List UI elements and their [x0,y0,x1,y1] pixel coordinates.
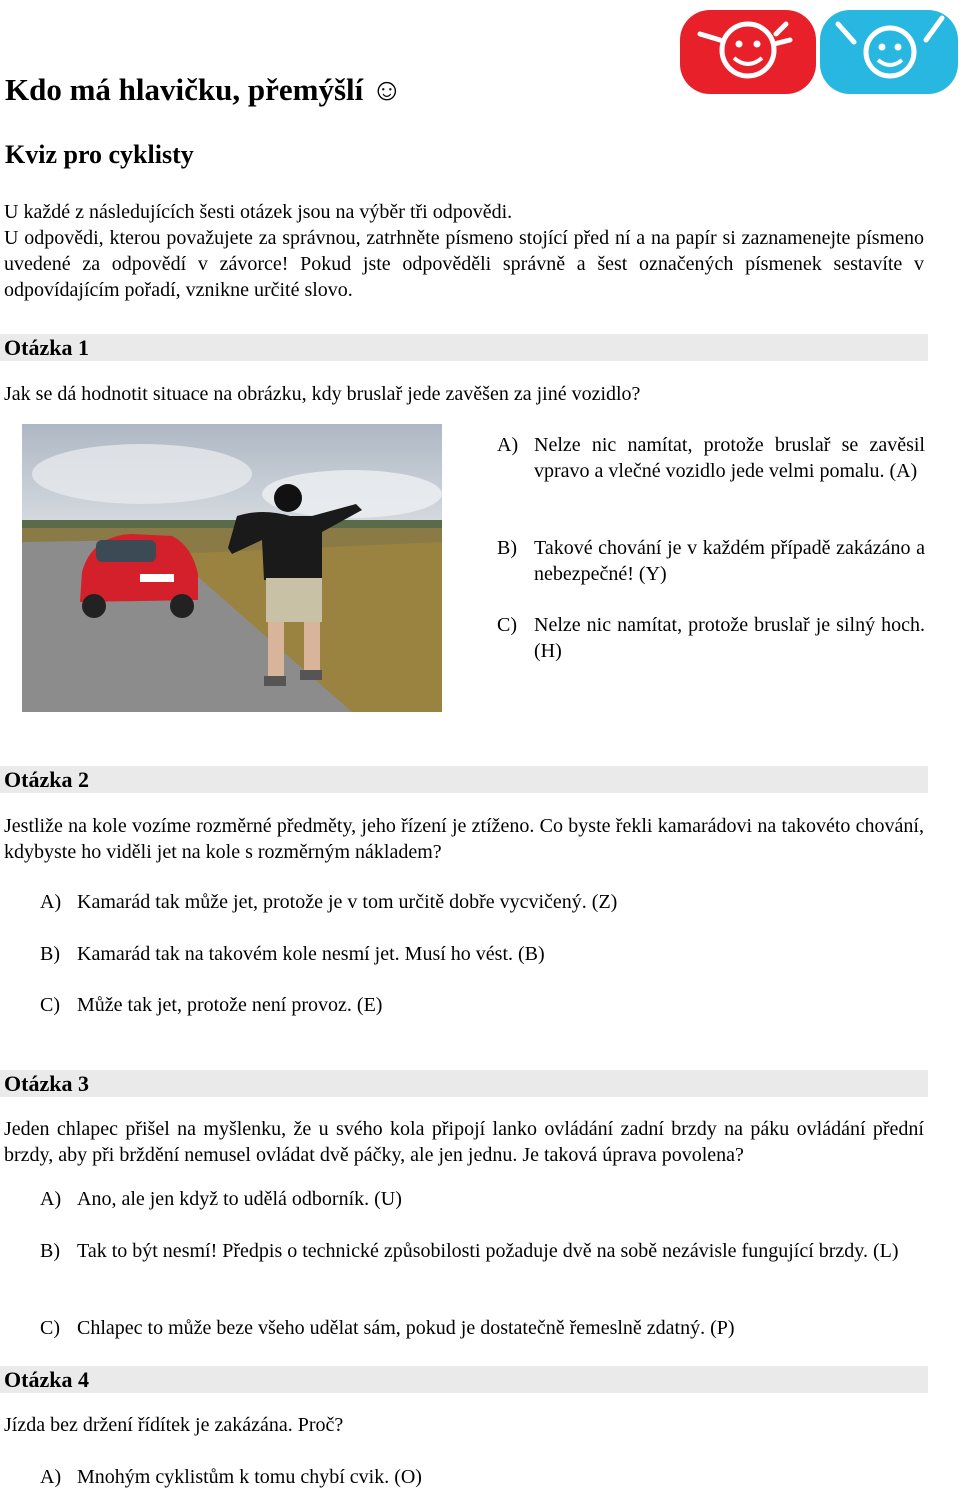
question-4-answer-a[interactable] [40,1464,925,1490]
question-1-answer-b[interactable] [497,535,925,587]
answer-text: Kamarád tak může jet, protože je v tom určitě dobře vycvičený. (Z) [77,891,618,913]
question-1-answer-c[interactable] [497,612,925,664]
question-2-answer-b[interactable] [40,941,925,967]
question-4-text: Jízda bez držení řídítek je zakázána. Proč? [4,1414,344,1436]
logo [678,4,960,96]
question-1-answer-a[interactable] [497,432,925,510]
answer-label: B) [40,943,60,965]
question-3-heading: Otázka 3 [0,1070,928,1097]
question-2-answer-c[interactable] [40,992,925,1018]
answer-label: A) [40,891,62,913]
answer-text: Kamarád tak na takovém kole nesmí jet. Musí ho vést. (B) [77,943,545,965]
answer-label: A) [497,434,519,456]
answer-text: Chlapec to může beze všeho udělat sám, pokud je dostatečně řemeslně zdatný. (P) [77,1317,735,1339]
question-1-text: Jak se dá hodnotit situace na obrázku, kdy bruslař jede zavěšen za jiné vozidlo? [4,383,641,405]
intro-line-2: U odpovědi, kterou považujete za správnou, zatrhněte písmeno stojící před ní a na papír si zaznamenejte písmeno uvedené za odpovědí v závorce! Pokud jste odpověděli správně a šest označených písmenek sestavíte v odpovídajícím pořadí, vznikne určité slovo. [4,227,924,301]
question-3-text: Jeden chlapec přišel na myšlenku, že u svého kola připojí lanko ovládání zadní brzdy na páku ovládání přední brzdy, aby při brždění nemusel ovládat dvě páčky, ale jen jednu. Je taková úprava povolena? [4,1118,924,1166]
intro-paragraph [4,199,924,303]
question-1-heading: Otázka 1 [0,334,928,361]
answer-label: A) [40,1466,62,1488]
answer-text: Takové chování je v každém případě zakázáno a nebezpečné! (Y) [534,537,925,585]
skater-car-photo [22,424,442,712]
intro-line-1: U každé z následujících šesti otázek jsou na výběr tři odpovědi. [4,201,513,223]
question-2-heading: Otázka 2 [0,766,928,793]
answer-label: B) [40,1240,60,1262]
question-3-answer-b[interactable] [40,1238,925,1290]
answer-text: Může tak jet, protože není provoz. (E) [77,994,383,1016]
answer-label: B) [497,537,517,559]
answer-text: Nelze nic namítat, protože bruslař se zavěsil vpravo a vlečné vozidlo jede velmi pomalu. (A) [534,434,925,482]
question-2-text: Jestliže na kole vozíme rozměrné předměty, jeho řízení je ztíženo. Co byste řekli kamarádovi na takovéto chování, kdybyste ho viděli jet na kole s rozměrným nákladem? [4,815,924,863]
answer-text: Tak to být nesmí! Předpis o technické způsobilosti požaduje dvě na sobě nezávisle fungující brzdy. (L) [77,1240,899,1262]
answer-text: Mnohým cyklistům k tomu chybí cvik. (O) [77,1466,422,1488]
question-2-answer-a[interactable] [40,889,925,915]
answer-label: C) [40,1317,60,1339]
answer-text: Ano, ale jen když to udělá odborník. (U) [77,1188,402,1210]
question-3-answer-c[interactable] [40,1315,925,1341]
question-3-answer-a[interactable] [40,1186,925,1212]
answer-label: C) [497,614,517,636]
question-4-heading: Otázka 4 [0,1366,928,1393]
page-subtitle: Kviz pro cyklisty [5,140,194,169]
answer-label: A) [40,1188,62,1210]
answer-text: Nelze nic namítat, protože bruslař je silný hoch. (H) [534,614,925,662]
page-title: Kdo má hlavičku, přemýšlí ☺ [5,72,403,107]
answer-label: C) [40,994,60,1016]
